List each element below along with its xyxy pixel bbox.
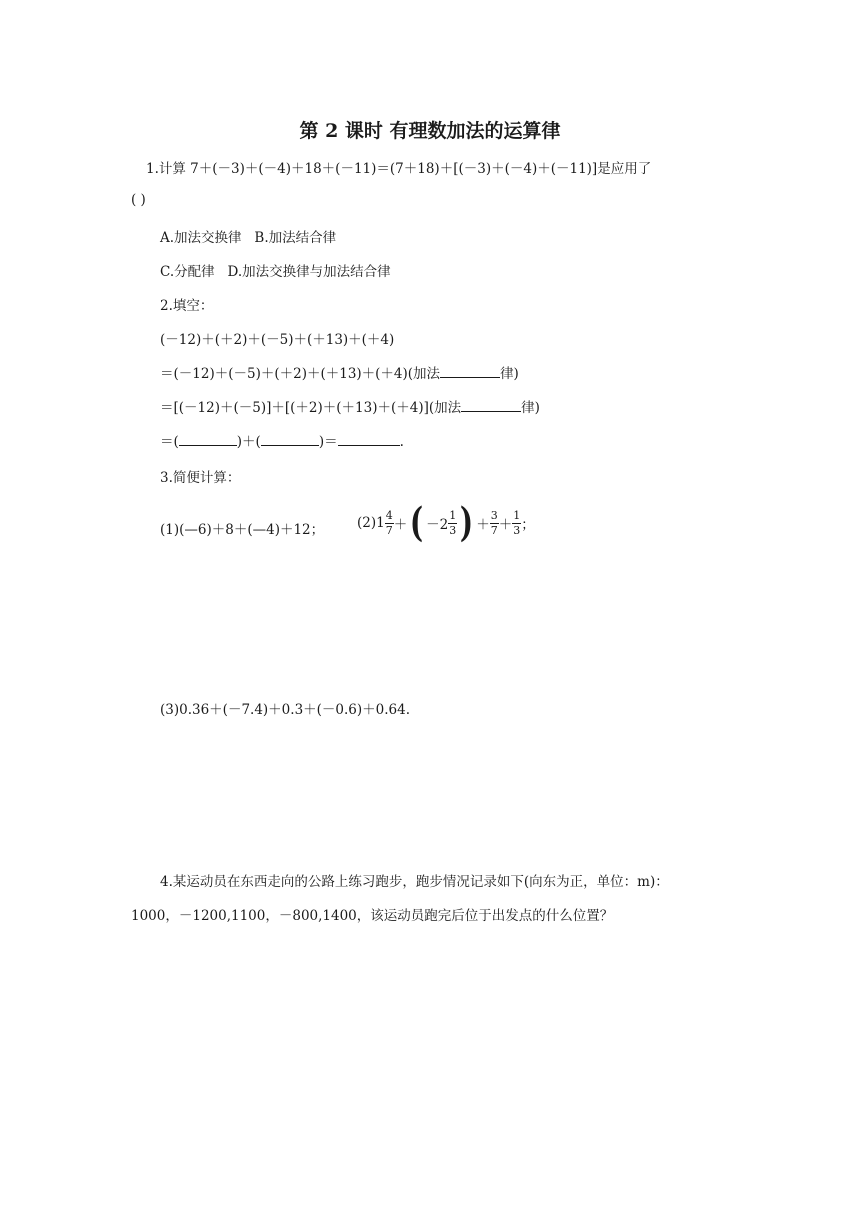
step-2-suffix: 律) (521, 400, 540, 416)
question-3-part-2 (357, 498, 535, 548)
fill-blank[interactable] (338, 431, 400, 446)
part-2-label: (2) (357, 515, 377, 531)
step-1-text: ＝(－12)＋(－5)＋(＋2)＋(＋13)＋(＋4)(加法 (160, 366, 441, 382)
question-1-options-ab (160, 226, 336, 246)
step-3-text-d: . (399, 434, 404, 450)
plus-sign: ＋ (476, 517, 490, 533)
fraction: $\frac{1}{3}$ (513, 508, 521, 537)
question-3-part-3: (3)0.36＋(－7.4)＋0.3＋(－0.6)＋0.64. (160, 702, 411, 718)
option-c: C.分配律 (160, 264, 215, 280)
fraction: $\frac{4}{7}$ (385, 508, 393, 537)
question-1-options-cd (160, 260, 391, 280)
fill-blank[interactable] (261, 431, 319, 446)
fill-blank[interactable] (461, 397, 521, 412)
question-2-step-3 (160, 430, 404, 450)
question-3-part-1: (1)(—6)＋8＋(—4)＋12； (160, 522, 325, 538)
question-2-step-2 (160, 396, 540, 416)
fill-blank[interactable] (440, 363, 500, 378)
step-3-text-a: ＝( (160, 434, 179, 450)
semicolon: ； (521, 517, 535, 533)
option-d: D.加法交换律与加法结合律 (227, 264, 391, 280)
question-3-label: 3.简便计算： (160, 470, 241, 486)
question-4-stem: 4.某运动员在东西走向的公路上练习跑步，跑步情况记录如下(向东为正，单位：m)： (160, 874, 669, 890)
plus-sign: ＋ (393, 517, 408, 533)
left-parenthesis-icon: ( (410, 499, 424, 546)
fraction: $\frac{3}{7}$ (490, 508, 498, 537)
question-1-stem: 1.计算 7＋(－3)＋(－4)＋18＋(－11)＝(7＋18)＋[(－3)＋(－4)＋(－11)]是应用了 (146, 161, 652, 177)
step-3-text-c: )＝ (318, 434, 338, 450)
fraction: $\frac{1}{3}$ (449, 508, 457, 537)
step-2-text: ＝[(－12)＋(－5)]＋[(＋2)＋(＋13)＋(＋4)](加法 (160, 400, 462, 416)
plus-sign: ＋ (498, 517, 513, 533)
question-2-expression: (－12)＋(＋2)＋(－5)＋(＋13)＋(＋4) (160, 332, 395, 348)
question-2-step-1 (160, 362, 519, 382)
question-1-answer-parens: ( ) (131, 192, 146, 208)
option-a: A.加法交换律 (160, 230, 242, 246)
step-3-text-b: )＋( (236, 434, 261, 450)
page-title: 第 2 课时 有理数加法的运算律 (299, 120, 561, 142)
mixed-number-negative: －2 (426, 517, 449, 533)
step-1-suffix: 律) (500, 366, 519, 382)
right-parenthesis-icon: ) (460, 499, 474, 546)
mixed-number-whole: 1 (376, 515, 385, 531)
question-2-label: 2.填空： (160, 298, 214, 314)
question-4-data: 1000，－1200,1100，－800,1400，该运动员跑完后位于出发点的什么位置？ (131, 908, 614, 924)
option-b: B.加法结合律 (254, 230, 337, 246)
fill-blank[interactable] (179, 431, 237, 446)
